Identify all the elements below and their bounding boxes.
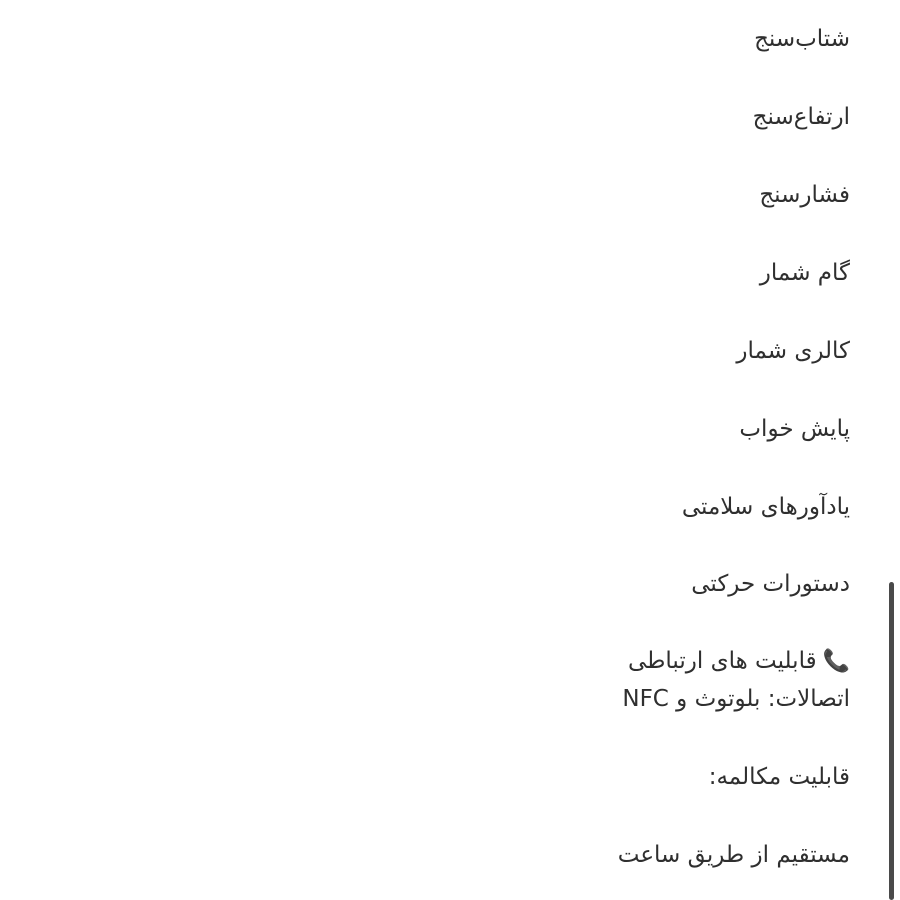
feature-gesture-controls: دستورات حرکتی xyxy=(691,571,850,597)
calling-value: مستقیم از طریق ساعت xyxy=(617,842,850,868)
feature-sleep-tracking: پایش خواب xyxy=(739,416,850,442)
connections-text: اتصالات: بلوتوث و NFC xyxy=(622,686,850,712)
phone-icon: 📞 xyxy=(822,649,850,674)
feature-altimeter: ارتفاع‌سنج xyxy=(752,104,850,130)
feature-calorie-counter: کالری شمار xyxy=(736,338,850,364)
feature-accelerometer: شتاب‌سنج xyxy=(754,26,850,52)
feature-barometer: فشارسنج xyxy=(759,182,850,208)
communication-heading: قابلیت های ارتباطی xyxy=(627,648,817,674)
calling-label: قابلیت مکالمه: xyxy=(708,764,850,790)
feature-pedometer: گام شمار xyxy=(759,260,850,286)
feature-health-reminders: یادآورهای سلامتی xyxy=(681,494,850,520)
communication-heading-row xyxy=(628,646,850,677)
scrollbar-thumb[interactable] xyxy=(889,582,894,900)
